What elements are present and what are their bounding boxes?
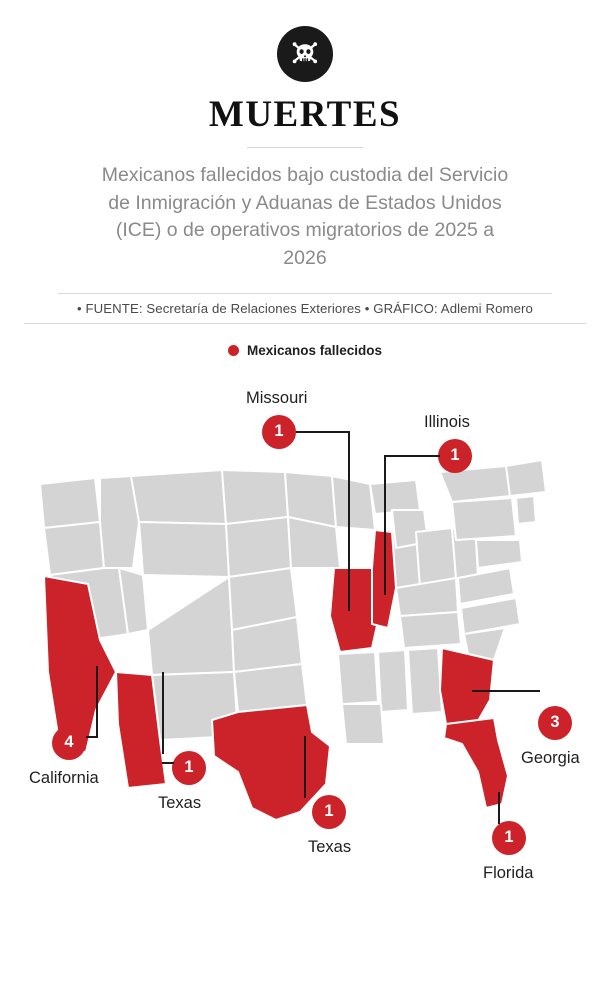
- leader-line-florida-vert: [498, 792, 500, 824]
- leader-line-illinois: [384, 455, 440, 457]
- map-marker-texas[interactable]: 1: [312, 795, 346, 829]
- map-label-arizona: Texas: [158, 793, 202, 812]
- source-credit: • FUENTE: Secretaría de Relaciones Exteriores • GRÁFICO: Adlemi Romero: [77, 300, 533, 316]
- map-marker-florida[interactable]: 1: [492, 821, 526, 855]
- page-title: MUERTES: [208, 94, 402, 135]
- map-marker-california[interactable]: 4: [52, 726, 86, 760]
- map-label-texas: Texas: [308, 837, 352, 856]
- leader-line-georgia: [472, 690, 540, 692]
- leader-line-california: [86, 736, 98, 738]
- legend-item-label: Mexicanos fallecidos: [246, 342, 383, 358]
- leader-line-missouri-vert: [348, 431, 350, 611]
- leader-line-texas-vert: [304, 736, 306, 798]
- map-label-california: California: [29, 768, 99, 787]
- map-marker-arizona[interactable]: 1: [172, 751, 206, 785]
- map-label-georgia: Georgia: [521, 748, 580, 767]
- page-subtitle: Mexicanos fallecidos bajo custodia del Servicio de Inmigración y Aduanas de Estados Unidos (ICE) o de operativos migratorios de 2025 a 2026: [101, 163, 509, 269]
- skull-and-crossbones-icon: [277, 26, 333, 82]
- map-marker-illinois[interactable]: 1: [438, 439, 472, 473]
- infographic-header: [0, 0, 610, 273]
- source-divider-bottom: [24, 323, 586, 324]
- us-map-chart: [0, 372, 610, 972]
- map-label-florida: Florida: [483, 863, 534, 882]
- chart-legend: [0, 343, 610, 358]
- legend-dot-icon: [228, 345, 239, 356]
- state-georgia: [440, 648, 494, 728]
- map-label-illinois: Illinois: [424, 412, 470, 431]
- map-label-missouri: Missouri: [246, 388, 308, 407]
- leader-line-missouri: [296, 431, 350, 433]
- leader-line-arizona: [162, 762, 174, 764]
- title-divider: [247, 147, 363, 148]
- leader-line-arizona-vert: [162, 672, 164, 754]
- map-marker-missouri[interactable]: 1: [262, 415, 296, 449]
- map-marker-georgia[interactable]: 3: [538, 706, 572, 740]
- leader-line-illinois-vert: [384, 455, 386, 595]
- state-texas: [212, 705, 330, 820]
- leader-line-california-vert: [96, 666, 98, 738]
